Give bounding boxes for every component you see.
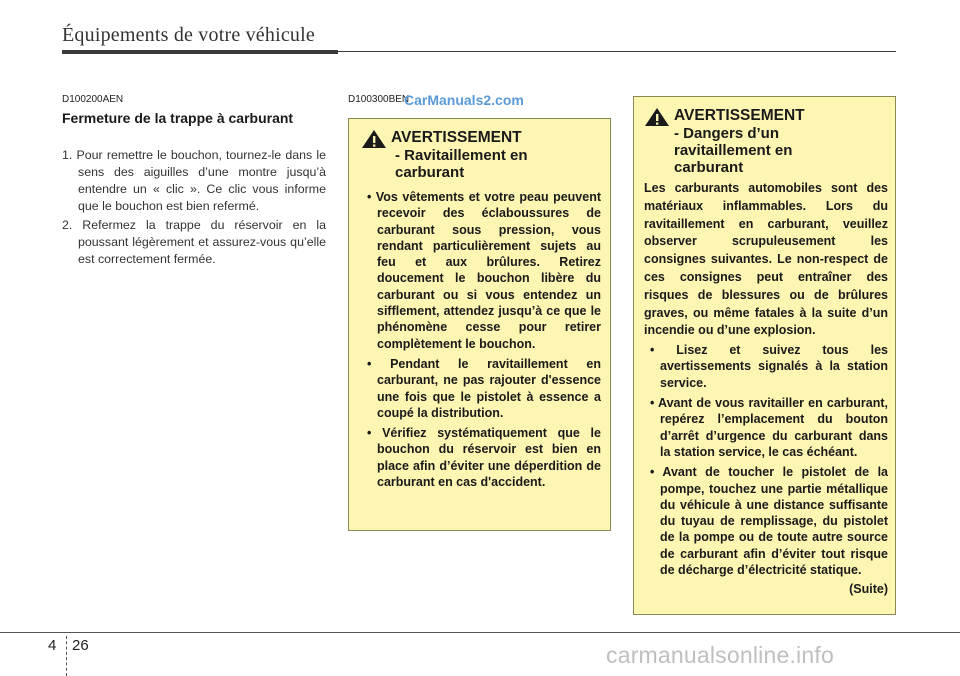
section-title: Fermeture de la trappe à carburant — [62, 110, 294, 126]
warning-icon — [361, 129, 387, 149]
warning-item: • Vos vêtements et votre peau peuvent recevoir des éclaboussures de carburant sous pression, vous rendant particulièrement sujets au feu et aux brûlures. Retirez doucement le bouchon libère du carburant ou si vous entendez un sifflement, attendez jusqu’à ce que le phénomène cesse pour retirer complètement le bouchon. — [361, 189, 601, 352]
step-item: 1. Pour remettre le bouchon, tournez-le dans le sens des aiguilles d’une montre jusqu’à entendre un « clic ». Ce clic vous informe que le bouchon est bien refermé. — [62, 148, 326, 213]
warning-code: D100300BEN — [348, 94, 410, 105]
warning-title: AVERTISSEMENT — [674, 107, 805, 124]
warning-box-refueling — [348, 118, 611, 531]
watermark-top: CarManuals2.com — [404, 92, 524, 108]
page-number: 26 — [72, 637, 89, 654]
warning-item: • Pendant le ravitaillement en carburant, ne pas rajouter d'essence une fois que le pistolet à essence a coupé la distribution. — [361, 356, 601, 421]
chapter-number: 4 — [48, 637, 57, 654]
warning-list — [361, 189, 601, 490]
steps-list — [62, 147, 326, 270]
warning-item: • Vérifiez systématiquement que le bouchon du réservoir est bien en place afin d’éviter une déperdition de carburant en cas d'accident. — [361, 425, 601, 490]
warning-subtitle: - Ravitaillement en carburant — [395, 147, 528, 181]
warning-box-refueling-dangers — [633, 96, 896, 615]
header-rule — [62, 50, 338, 54]
page-header-title: Équipements de votre véhicule — [62, 24, 315, 46]
page-number-separator — [66, 636, 67, 676]
header-rule-thin — [338, 51, 896, 52]
continued-label: (Suite) — [849, 582, 888, 597]
warning-title: AVERTISSEMENT — [391, 129, 522, 146]
warning-icon — [644, 107, 670, 127]
watermark-bottom: carmanualsonline.info — [606, 642, 834, 668]
step-item: 2. Refermez la trappe du réservoir en la poussant légèrement et assurez-vous qu’elle est correctement fermée. — [62, 218, 326, 266]
footer-rule — [0, 632, 960, 633]
warning-item: • Avant de toucher le pistolet de la pompe, touchez une partie métallique du véhicule à une distance suffisante du tuyau de remplissage, du pistolet de la pompe ou de toute autre source de carburant afin d’éviter tout risque de décharge d’électricité statique. — [644, 464, 888, 578]
warning-item: • Lisez et suivez tous les avertissements signalés à la station service. — [644, 342, 888, 391]
warning-list — [644, 342, 888, 578]
warning-intro: Les carburants automobiles sont des matériaux inflammables. Lors du ravitaillement en carburant, veuillez observer scrupuleusement les consignes suivantes. Le non-respect de ces consignes peut entraîner des risques de blessures ou de brûlures graves, ou même fatales à la suite d’un incendie ou d’une explosion. — [644, 181, 888, 338]
warning-item: • Avant de vous ravitailler en carburant, repérez l’emplacement du bouton d’arrêt d’urgence du carburant dans la station service, le cas échéant. — [644, 395, 888, 460]
warning-subtitle: - Dangers d’un ravitaillement en carburant — [674, 125, 793, 176]
section-code: D100200AEN — [62, 94, 124, 105]
